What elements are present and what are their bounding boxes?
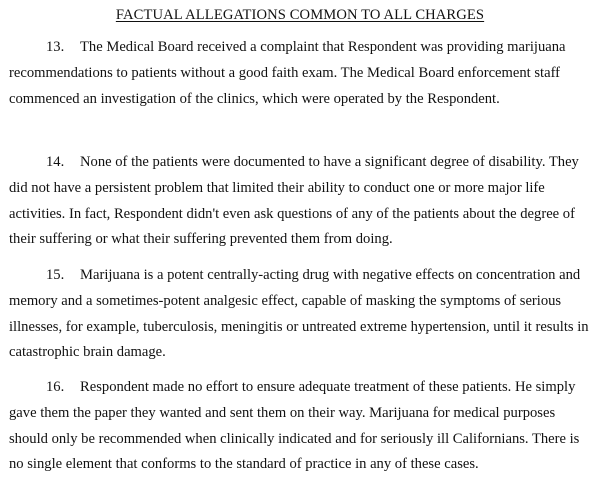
section-heading: FACTUAL ALLEGATIONS COMMON TO ALL CHARGES (115, 7, 485, 23)
paragraph-number: 15. (46, 267, 65, 283)
paragraph-number: 13. (46, 39, 65, 55)
paragraph-13 (9, 35, 597, 112)
paragraph-number: 16. (46, 379, 65, 395)
paragraph-15 (9, 263, 597, 366)
paragraph-14 (9, 150, 597, 253)
paragraph-text: Marijuana is a potent centrally-acting drug with negative effects on concentration and memory and a sometimes-potent analgesic effect, capable of masking the symptoms of serious illnesses, for example, tuberculosis, meningitis or untreated extreme hypertension, until it results in catastrophic brain damage. (9, 267, 589, 361)
paragraph-number: 14. (46, 154, 65, 170)
paragraph-text: The Medical Board received a complaint that Respondent was providing marijuana recommendations to patients without a good faith exam. The Medical Board enforcement staff commenced an investigation of the clinics, which were operated by the Respondent. (9, 39, 566, 107)
paragraph-text: None of the patients were documented to have a significant degree of disability. They did not have a persistent problem that limited their ability to conduct one or more major life activities. In fact, Respondent didn't even ask questions of any of the patients about the degree of their suffering or what their suffering prevented them from doing. (9, 154, 579, 248)
paragraph-text: Respondent made no effort to ensure adequate treatment of these patients. He simply gave them the paper they wanted and sent them on their way. Marijuana for medical purposes should only be recommended when clinically indicated and for seriously ill Californians. There is no single element that conforms to the standard of practice in any of these cases. (9, 379, 580, 473)
paragraph-16 (9, 375, 597, 478)
